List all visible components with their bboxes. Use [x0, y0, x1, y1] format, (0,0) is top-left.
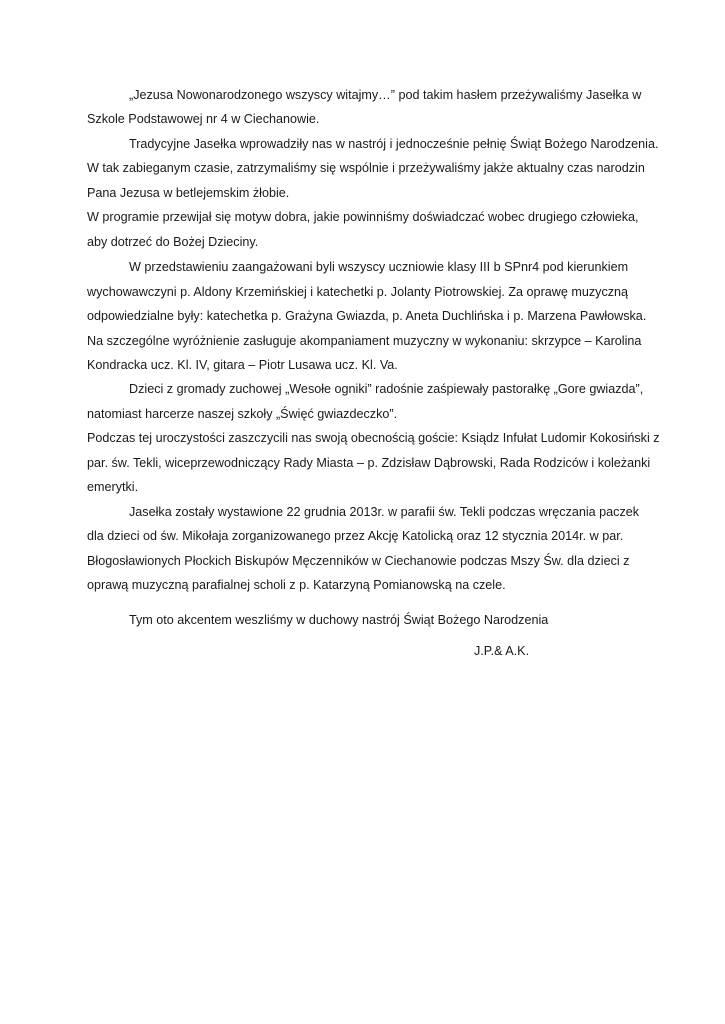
paragraph-3-line-1: W programie przewijał się motyw dobra, jakie powinniśmy doświadczać wobec drugiego człowieka,	[87, 210, 639, 224]
paragraph-7-line-3: Błogosławionych Płockich Biskupów Męczenników w Ciechanowie podczas Mszy Św. dla dzieci z	[87, 554, 630, 568]
paragraph-6-line-3: emerytki.	[87, 480, 139, 494]
paragraph-1-line-1: „Jezusa Nowonarodzonego wszyscy witajmy…” pod takim hasłem przeżywaliśmy Jasełka w	[129, 88, 642, 102]
paragraph-5-line-1: Dzieci z gromady zuchowej „Wesołe ogniki” radośnie zaśpiewały pastorałkę „Gore gwiazda”,	[129, 382, 644, 396]
paragraph-6-line-2: par. św. Tekli, wiceprzewodniczący Rady Miasta – p. Zdzisław Dąbrowski, Rada Rodziców i koleżanki	[87, 456, 651, 470]
paragraph-7-line-4: oprawą muzyczną parafialnej scholi z p. Katarzyną Pomianowską na czele.	[87, 578, 506, 592]
paragraph-6-line-1: Podczas tej uroczystości zaszczycili nas swoją obecnością goście: Ksiądz Infułat Ludomir Kokosiński z	[87, 431, 660, 445]
signature: J.P.& A.K.	[474, 644, 530, 658]
paragraph-4-line-4: Na szczególne wyróżnienie zasługuje akompaniament muzyczny w wykonaniu: skrzypce – Karolina	[87, 334, 642, 348]
paragraph-4-line-2: wychowawczyni p. Aldony Krzemińskiej i katechetki p. Jolanty Piotrowskiej. Za oprawę muzyczną	[87, 285, 629, 299]
paragraph-7-line-1: Jasełka zostały wystawione 22 grudnia 2013r. w parafii św. Tekli podczas wręczania paczek	[129, 505, 640, 519]
paragraph-7-line-2: dla dzieci od św. Mikołaja zorganizowanego przez Akcję Katolicką oraz 12 stycznia 2014r. w par.	[87, 529, 624, 543]
paragraph-4-line-5: Kondracka ucz. Kl. IV, gitara – Piotr Lusawa ucz. Kl. Va.	[87, 358, 398, 372]
paragraph-4-line-3: odpowiedzialne były: katechetka p. Grażyna Gwiazda, p. Aneta Duchlińska i p. Marzena Pawłowska.	[87, 309, 647, 323]
paragraph-1-line-2: Szkole Podstawowej nr 4 w Ciechanowie.	[87, 112, 320, 126]
paragraph-2-line-3: Pana Jezusa w betlejemskim żłobie.	[87, 186, 290, 200]
paragraph-4-line-1: W przedstawieniu zaangażowani byli wszyscy uczniowie klasy III b SPnr4 pod kierunkiem	[129, 260, 629, 274]
paragraph-5-line-2: natomiast harcerze naszej szkoły „Święć gwiazdeczko”.	[87, 407, 398, 421]
closing-line: Tym oto akcentem weszliśmy w duchowy nastrój Świąt Bożego Narodzenia	[129, 613, 549, 627]
paragraph-3-line-2: aby dotrzeć do Bożej Dzieciny.	[87, 235, 259, 249]
paragraph-2-line-2: W tak zabieganym czasie, zatrzymaliśmy się wspólnie i przeżywaliśmy jakże aktualny czas narodzin	[87, 161, 645, 175]
paragraph-2-line-1: Tradycyjne Jasełka wprowadziły nas w nastrój i jednocześnie pełnię Świąt Bożego Narodzenia.	[129, 137, 659, 151]
